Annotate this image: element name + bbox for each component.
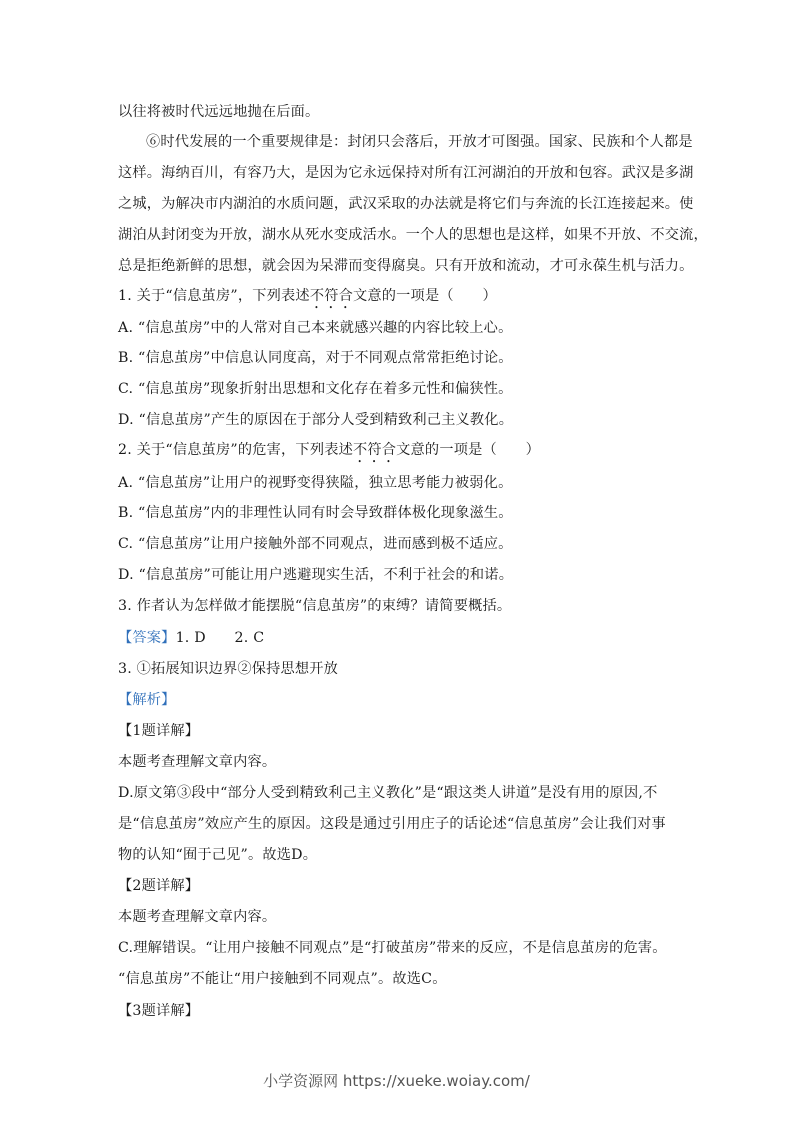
answer-line-2: 3. ①拓展知识边界②保持思想开放 [118,661,339,677]
section-heading: 【2题详解】 [118,878,200,894]
question-1-option-a: A. “信息茧房”中的人常对自己本来就感兴趣的内容比较上心。 [118,320,513,336]
analysis-line: 物的认知“囿于己见”。故选D。 [118,847,318,863]
question-stem-text: 文意的一项是（ ） [396,442,541,458]
passage-line: 湖泊从封闭变为开放，湖水从死水变成活水。一个人的思想也是这样，如果不开放、不交流， [118,227,708,243]
question-stem-text: 2. 关于“信息茧房”的危害，下列表述 [118,442,353,458]
passage-line: 之城，为解决市内湖泊的水质问题，武汉采取的办法就是将它们与奔流的长江连接起来。使 [118,196,694,212]
question-1-option-d: D. “信息茧房”产生的原因在于部分人受到精致利己主义教化。 [118,412,514,428]
analysis-label: 【解析】 [118,692,176,708]
passage-line: 总是拒绝新鲜的思想，就会因为呆滞而变得腐臭。只有开放和流动，才可永葆生机与活力。 [118,258,694,274]
question-2-option-a: A. “信息茧房”让用户的视野变得狭隘，独立思考能力被弱化。 [118,475,513,491]
emphasis-text: 不符合 [309,288,353,304]
analysis-line: “信息茧房”不能让“用户接触到不同观点”。故选C。 [118,971,447,987]
question-2-option-d: D. “信息茧房”可能让用户逃避现实生活，不利于社会的和诺。 [118,567,514,583]
passage-line: 以往将被时代远远地抛在后面。 [118,104,320,120]
footer-watermark: 小学资源网 https://xueke.woiay.com/ [263,1072,530,1090]
answer-label: 【答案】 [118,630,176,646]
passage-line: 这样。海纳百川，有容乃大，是因为它永远保持对所有江河湖泊的开放和包容。武汉是多湖 [118,165,694,181]
question-1-stem [118,286,497,312]
question-1-option-c: C. “信息茧房”现象折射出思想和文化存在着多元性和偏狭性。 [118,381,513,397]
question-stem-text: 1. 关于“信息茧房”，下列表述 [118,288,310,304]
passage-line: ⑥时代发展的一个重要规律是：封闭只会落后，开放才可图强。国家、民族和个人都是 [146,134,693,150]
analysis-line: 本题考查理解文章内容。 [118,909,277,925]
answer-text: 1. D 2. C [175,630,265,646]
section-heading: 【1题详解】 [118,723,200,739]
question-2-option-b: B. “信息茧房”内的非理性认同有时会导致群体极化现象滋生。 [118,505,513,521]
question-stem-text: 文意的一项是（ ） [353,288,497,304]
answer-line [118,628,264,648]
analysis-line: C.理解错误。“让用户接触不同观点”是“打破茧房”带来的反应，不是信息茧房的危害。 [118,940,667,956]
analysis-line: 本题考查理解文章内容。 [118,754,277,770]
question-3-stem: 3. 作者认为怎样做才能摆脱“信息茧房”的束缚？请简要概括。 [118,598,512,614]
analysis-line: D.原文第③段中“部分人受到精致利己主义教化”是“跟这类人讲道”是没有用的原因,不 [118,785,658,801]
analysis-line: 是“信息茧房”效应产生的原因。这段是通过引用庄子的话论述“信息茧房”会让我们对事 [118,816,666,832]
question-1-option-b: B. “信息茧房”中信息认同度高，对于不同观点常常拒绝讨论。 [118,350,513,366]
emphasis-text: 不符合 [352,442,397,458]
section-heading: 【3题详解】 [118,1003,200,1019]
question-2-option-c: C. “信息茧房”让用户接触外部不同观点，进而感到极不适应。 [118,536,513,552]
question-2-stem [118,440,540,466]
